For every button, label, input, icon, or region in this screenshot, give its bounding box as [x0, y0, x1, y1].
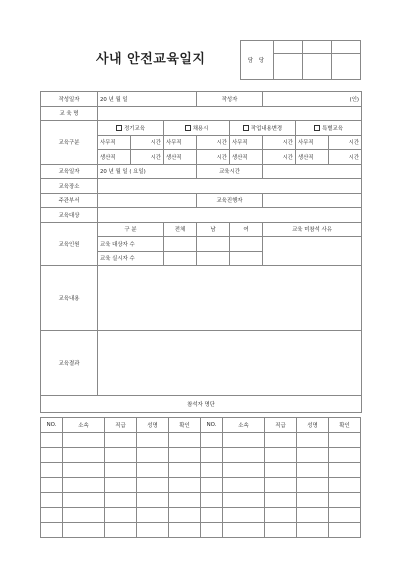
- roster-cell[interactable]: [63, 477, 105, 492]
- date-field[interactable]: 20 년 월 일: [98, 92, 197, 107]
- roster-cell[interactable]: [297, 522, 329, 537]
- roster-cell[interactable]: [137, 522, 169, 537]
- roster-cell[interactable]: [265, 447, 297, 462]
- roster-cell[interactable]: [105, 432, 137, 447]
- edu-name-field[interactable]: [98, 106, 362, 121]
- roster-cell[interactable]: [41, 477, 63, 492]
- roster-cell[interactable]: [329, 447, 361, 462]
- instructor-field[interactable]: [263, 193, 362, 208]
- hours-field[interactable]: 시간: [197, 150, 230, 165]
- approval-sign-cell[interactable]: [332, 54, 361, 80]
- roster-cell[interactable]: [329, 477, 361, 492]
- roster-cell[interactable]: [137, 432, 169, 447]
- approval-cell[interactable]: [303, 41, 332, 54]
- personnel-header: 구 분: [98, 222, 164, 237]
- approval-cell[interactable]: [332, 41, 361, 54]
- roster-cell[interactable]: [137, 477, 169, 492]
- office-label: 사무직: [164, 135, 197, 150]
- place-field[interactable]: [98, 179, 362, 194]
- approval-label: 담 당: [241, 41, 274, 80]
- roster-cell[interactable]: [41, 447, 63, 462]
- category-regular[interactable]: 정기교육: [98, 121, 164, 136]
- roster-cell[interactable]: [201, 447, 223, 462]
- roster-cell[interactable]: [297, 492, 329, 507]
- personnel-female-field[interactable]: [230, 251, 263, 266]
- roster-cell[interactable]: [63, 432, 105, 447]
- personnel-total-field[interactable]: [164, 237, 197, 252]
- hours-field[interactable]: 시간: [263, 150, 296, 165]
- roster-header: 성명: [137, 418, 169, 433]
- hours-field[interactable]: 시간: [197, 135, 230, 150]
- target-field[interactable]: [98, 208, 362, 223]
- roster-cell[interactable]: [105, 447, 137, 462]
- production-label: 생산직: [230, 150, 263, 165]
- dept-field[interactable]: [98, 193, 197, 208]
- roster-row: [41, 522, 361, 537]
- roster-header: 확인: [169, 418, 201, 433]
- production-label: 생산직: [98, 150, 131, 165]
- roster-cell[interactable]: [223, 447, 265, 462]
- personnel-total-field[interactable]: [164, 251, 197, 266]
- roster-cell[interactable]: [265, 462, 297, 477]
- roster-title: 참석자 명단: [41, 396, 362, 413]
- personnel-row-label: 교육 대상자 수: [98, 237, 164, 252]
- personnel-header: 여: [230, 222, 263, 237]
- checkbox-icon[interactable]: [185, 125, 191, 131]
- roster-cell[interactable]: [265, 477, 297, 492]
- hours-field[interactable]: 시간: [329, 135, 362, 150]
- roster-cell[interactable]: [169, 432, 201, 447]
- roster-header: NO.: [41, 418, 63, 433]
- roster-header: 성명: [297, 418, 329, 433]
- checkbox-icon[interactable]: [116, 125, 122, 131]
- roster-cell[interactable]: [329, 492, 361, 507]
- roster-cell[interactable]: [329, 507, 361, 522]
- roster-cell[interactable]: [201, 432, 223, 447]
- writer-seal[interactable]: (인): [263, 92, 362, 107]
- edu-name-label: 교 육 명: [41, 106, 98, 121]
- roster-header: 직급: [265, 418, 297, 433]
- roster-cell[interactable]: [137, 507, 169, 522]
- roster-header: 확인: [329, 418, 361, 433]
- roster-header: 직급: [105, 418, 137, 433]
- roster-cell[interactable]: [223, 522, 265, 537]
- roster-cell[interactable]: [41, 462, 63, 477]
- roster-row: [41, 477, 361, 492]
- production-label: 생산직: [296, 150, 329, 165]
- checkbox-icon[interactable]: [243, 125, 249, 131]
- roster-cell[interactable]: [169, 522, 201, 537]
- roster-cell[interactable]: [63, 492, 105, 507]
- roster-cell[interactable]: [297, 477, 329, 492]
- page-title: 사내 안전교육일지: [96, 52, 206, 67]
- roster-cell[interactable]: [223, 432, 265, 447]
- dept-label: 주관부서: [41, 193, 98, 208]
- roster-cell[interactable]: [297, 447, 329, 462]
- safety-log-form: [40, 91, 362, 413]
- roster-cell[interactable]: [41, 522, 63, 537]
- roster-header: NO.: [201, 418, 223, 433]
- personnel-header: 남: [197, 222, 230, 237]
- roster-header: 소속: [63, 418, 105, 433]
- roster-cell[interactable]: [169, 447, 201, 462]
- roster-cell[interactable]: [329, 432, 361, 447]
- roster-row: [41, 447, 361, 462]
- roster-row: [41, 492, 361, 507]
- result-field[interactable]: [98, 331, 362, 396]
- approval-sign-cell[interactable]: [303, 54, 332, 80]
- roster-cell[interactable]: [297, 507, 329, 522]
- roster-cell[interactable]: [105, 462, 137, 477]
- roster-cell[interactable]: [265, 432, 297, 447]
- roster-cell[interactable]: [169, 507, 201, 522]
- roster-cell[interactable]: [329, 522, 361, 537]
- personnel-label: 교육인원: [41, 222, 98, 266]
- checkbox-icon[interactable]: [314, 125, 320, 131]
- personnel-male-field[interactable]: [197, 251, 230, 266]
- roster-cell[interactable]: [63, 462, 105, 477]
- roster-cell[interactable]: [265, 507, 297, 522]
- roster-cell[interactable]: [297, 432, 329, 447]
- category-special[interactable]: 특별교육: [296, 121, 362, 136]
- personnel-male-field[interactable]: [197, 237, 230, 252]
- roster-cell[interactable]: [63, 447, 105, 462]
- category-hiring[interactable]: 채용시: [164, 121, 230, 136]
- roster-cell[interactable]: [105, 477, 137, 492]
- category-label: 교육구분: [41, 121, 98, 165]
- roster-header: 소속: [223, 418, 265, 433]
- roster-cell[interactable]: [201, 522, 223, 537]
- roster-cell[interactable]: [297, 462, 329, 477]
- category-task-change[interactable]: 작업내용변경: [230, 121, 296, 136]
- roster-cell[interactable]: [41, 507, 63, 522]
- result-label: 교육결과: [41, 331, 98, 396]
- writer-label: 작성자: [197, 92, 263, 107]
- place-label: 교육장소: [41, 179, 98, 194]
- roster-cell[interactable]: [223, 477, 265, 492]
- personnel-female-field[interactable]: [230, 237, 263, 252]
- office-label: 사무직: [230, 135, 263, 150]
- roster-cell[interactable]: [223, 492, 265, 507]
- office-label: 사무직: [296, 135, 329, 150]
- hours-field[interactable]: 시간: [131, 135, 164, 150]
- hours-field[interactable]: 시간: [263, 135, 296, 150]
- absence-reason-field[interactable]: [263, 237, 362, 266]
- attendee-roster: [40, 417, 361, 538]
- roster-cell[interactable]: [223, 462, 265, 477]
- roster-cell[interactable]: [137, 447, 169, 462]
- roster-cell[interactable]: [63, 507, 105, 522]
- personnel-row-label: 교육 실시자 수: [98, 251, 164, 266]
- content-field[interactable]: [98, 266, 362, 331]
- roster-cell[interactable]: [169, 492, 201, 507]
- approval-cell[interactable]: [274, 41, 303, 54]
- roster-cell[interactable]: [223, 507, 265, 522]
- date-label: 작성일자: [41, 92, 98, 107]
- office-label: 사무직: [98, 135, 131, 150]
- approval-sign-cell[interactable]: [274, 54, 303, 80]
- roster-cell[interactable]: [265, 492, 297, 507]
- roster-cell[interactable]: [105, 492, 137, 507]
- instructor-label: 교육진행자: [197, 193, 263, 208]
- roster-cell[interactable]: [201, 507, 223, 522]
- roster-cell[interactable]: [169, 477, 201, 492]
- roster-cell[interactable]: [201, 492, 223, 507]
- production-label: 생산직: [164, 150, 197, 165]
- edu-time-field[interactable]: [263, 164, 362, 179]
- roster-cell[interactable]: [105, 522, 137, 537]
- approval-box: [240, 40, 361, 80]
- edu-time-label: 교육시간: [197, 164, 263, 179]
- roster-row: [41, 432, 361, 447]
- content-label: 교육내용: [41, 266, 98, 331]
- roster-cell[interactable]: [265, 522, 297, 537]
- roster-cell[interactable]: [329, 462, 361, 477]
- target-label: 교육대상: [41, 208, 98, 223]
- roster-cell[interactable]: [41, 432, 63, 447]
- hours-field[interactable]: 시간: [329, 150, 362, 165]
- roster-row: [41, 462, 361, 477]
- edu-date-label: 교육일자: [41, 164, 98, 179]
- roster-cell[interactable]: [201, 477, 223, 492]
- personnel-header: 전체: [164, 222, 197, 237]
- roster-cell[interactable]: [169, 462, 201, 477]
- hours-field[interactable]: 시간: [131, 150, 164, 165]
- personnel-header: 교육 미참석 사유: [263, 222, 362, 237]
- roster-cell[interactable]: [41, 492, 63, 507]
- roster-cell[interactable]: [63, 522, 105, 537]
- roster-cell[interactable]: [137, 492, 169, 507]
- roster-cell[interactable]: [105, 507, 137, 522]
- roster-cell[interactable]: [137, 462, 169, 477]
- roster-cell[interactable]: [201, 462, 223, 477]
- roster-row: [41, 507, 361, 522]
- edu-date-field[interactable]: 20 년 월 일 ( 요일): [98, 164, 197, 179]
